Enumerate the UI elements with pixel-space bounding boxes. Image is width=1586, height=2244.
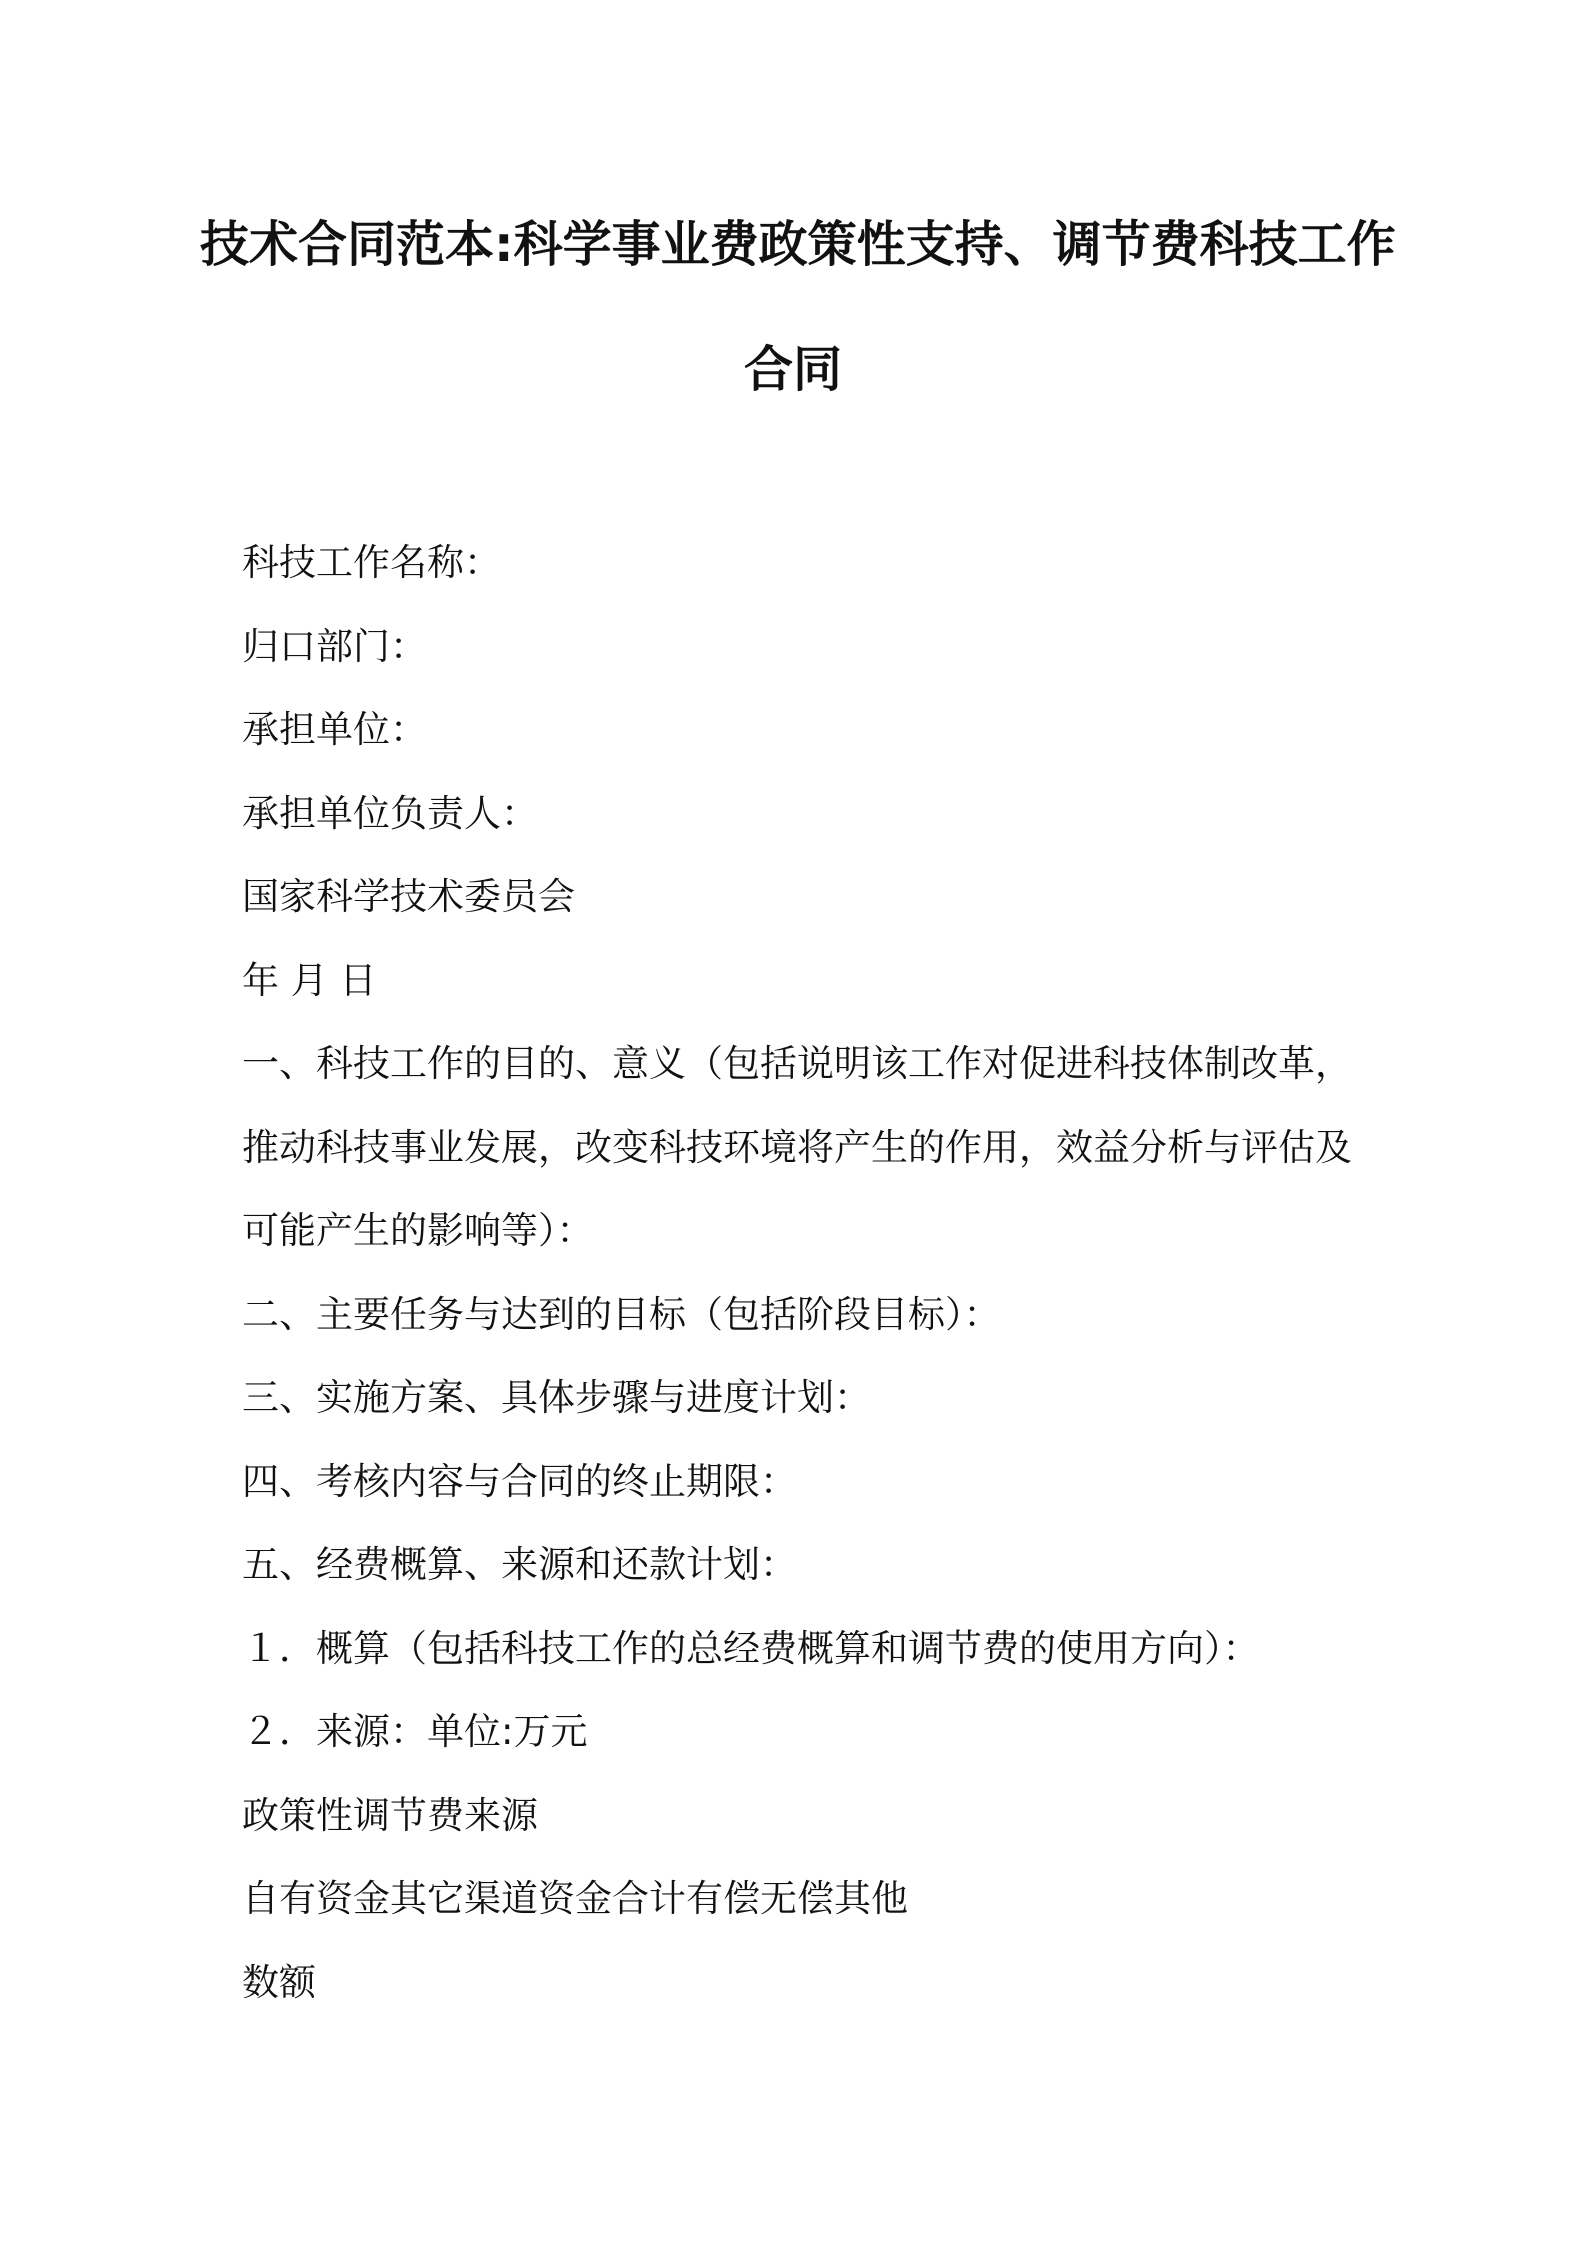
section-3: 三、实施方案、具体步骤与进度计划：	[242, 1376, 871, 1419]
field-unit: 承担单位：	[242, 708, 427, 751]
section-1-line-3: 可能产生的影响等）：	[242, 1209, 594, 1252]
section-5-item-1: １．概算（包括科技工作的总经费概算和调节费的使用方向）：	[242, 1627, 1260, 1670]
document-title-line-1: 技术合同范本:科学事业费政策性支持、调节费科技工作	[200, 216, 1396, 273]
section-4: 四、考核内容与合同的终止期限：	[242, 1460, 797, 1503]
field-work-name: 科技工作名称：	[242, 541, 501, 584]
funding-row-2: 自有资金其它渠道资金合计有偿无偿其他	[242, 1877, 908, 1920]
field-department: 归口部门：	[242, 625, 427, 668]
field-unit-leader: 承担单位负责人：	[242, 792, 538, 835]
section-5-item-2: ２．来源：单位:万元	[242, 1710, 588, 1753]
committee-name: 国家科学技术委员会	[242, 875, 575, 918]
section-2: 二、主要任务与达到的目标（包括阶段目标）：	[242, 1293, 1001, 1336]
section-1-line-1: 一、科技工作的目的、意义（包括说明该工作对促进科技体制改革，	[242, 1042, 1352, 1085]
funding-row-1: 政策性调节费来源	[242, 1794, 538, 1837]
funding-row-3: 数额	[242, 1961, 316, 2004]
section-1-line-2: 推动科技事业发展，改变科技环境将产生的作用，效益分析与评估及	[242, 1126, 1352, 1169]
document-title-line-2: 合同	[743, 341, 842, 398]
date-line: 年 月 日	[242, 959, 377, 1002]
section-5: 五、经费概算、来源和还款计划：	[242, 1543, 797, 1586]
